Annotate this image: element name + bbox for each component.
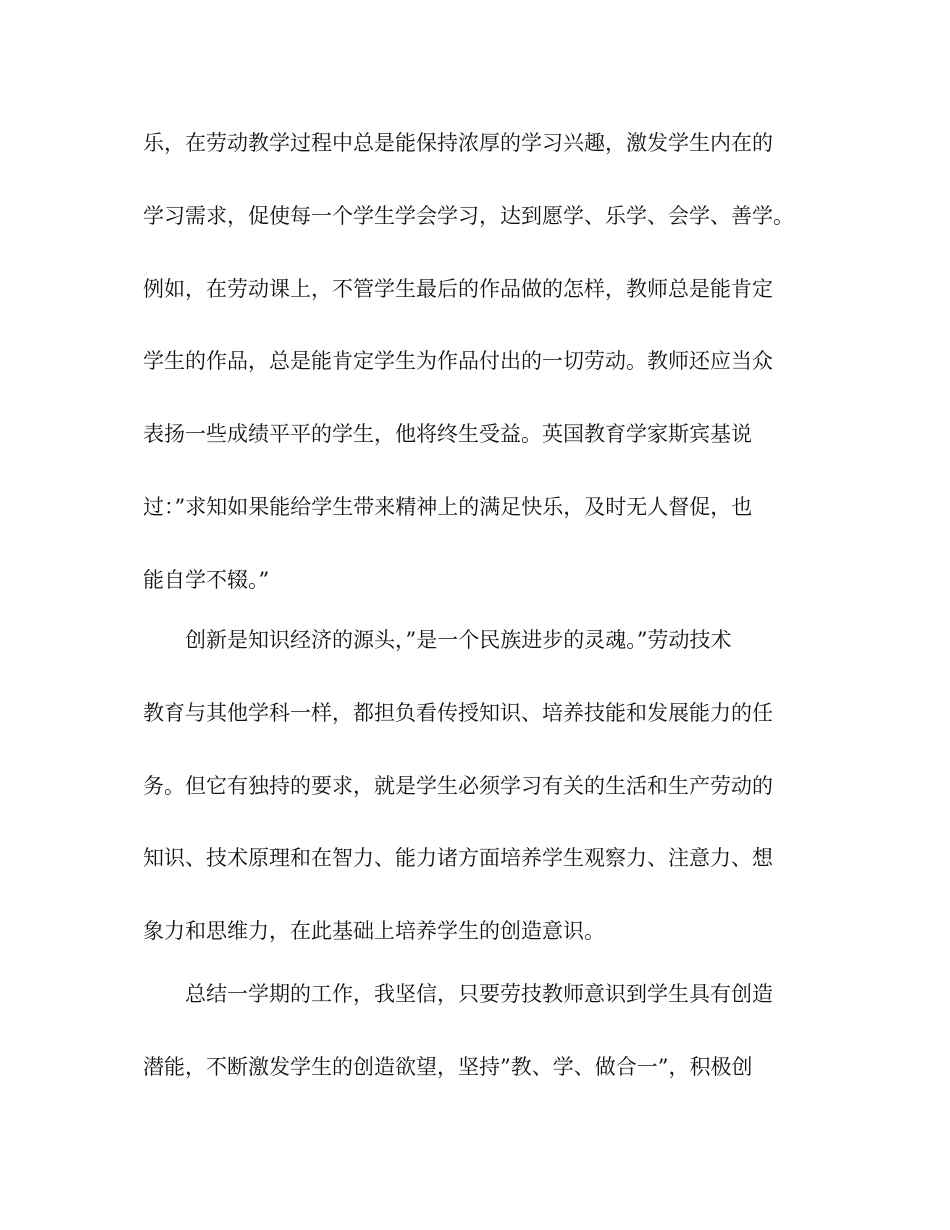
text-line-7: 能自学不辍。” <box>143 568 270 592</box>
text-line-4: 学生的作品，总是能肯定学生为作品付出的一切劳动。教师还应当众 <box>143 349 773 373</box>
text-line-11: 知识、技术原理和在智力、能力诸方面培养学生观察力、注意力、想 <box>143 846 773 870</box>
text-line-6: 过：”求知如果能给学生带来精神上的满足快乐，及时无人督促，也 <box>143 495 753 519</box>
text-line-2: 学习需求，促使每一个学生学会学习，达到愿学、乐学、会学、善学。 <box>143 204 794 228</box>
text-line-5: 表扬一些成绩平平的学生，他将终生受益。英国教育学家斯宾基说 <box>143 422 752 446</box>
text-line-1: 乐，在劳动教学过程中总是能保持浓厚的学习兴趣，激发学生内在的 <box>143 131 773 155</box>
text-line-12: 象力和思维力，在此基础上培养学生的创造意识。 <box>143 919 605 943</box>
text-line-10: 务。但它有独持的要求，就是学生必须学习有关的生活和生产劳动的 <box>143 774 773 798</box>
text-line-9: 教育与其他学科一样，都担负看传授知识、培养技能和发展能力的任 <box>143 701 773 725</box>
text-line-13: 总结一学期的工作，我坚信，只要劳技教师意识到学生具有创造 <box>143 982 773 1006</box>
text-line-8: 创新是知识经济的源头，”是一个民族进步的灵魂。”劳动技术 <box>143 628 732 652</box>
text-line-14: 潜能，不断激发学生的创造欲望，坚持”教、学、做合一”，积极创 <box>143 1055 753 1079</box>
text-line-3: 例如，在劳动课上，不管学生最后的作品做的怎样，教师总是能肯定 <box>143 277 773 301</box>
